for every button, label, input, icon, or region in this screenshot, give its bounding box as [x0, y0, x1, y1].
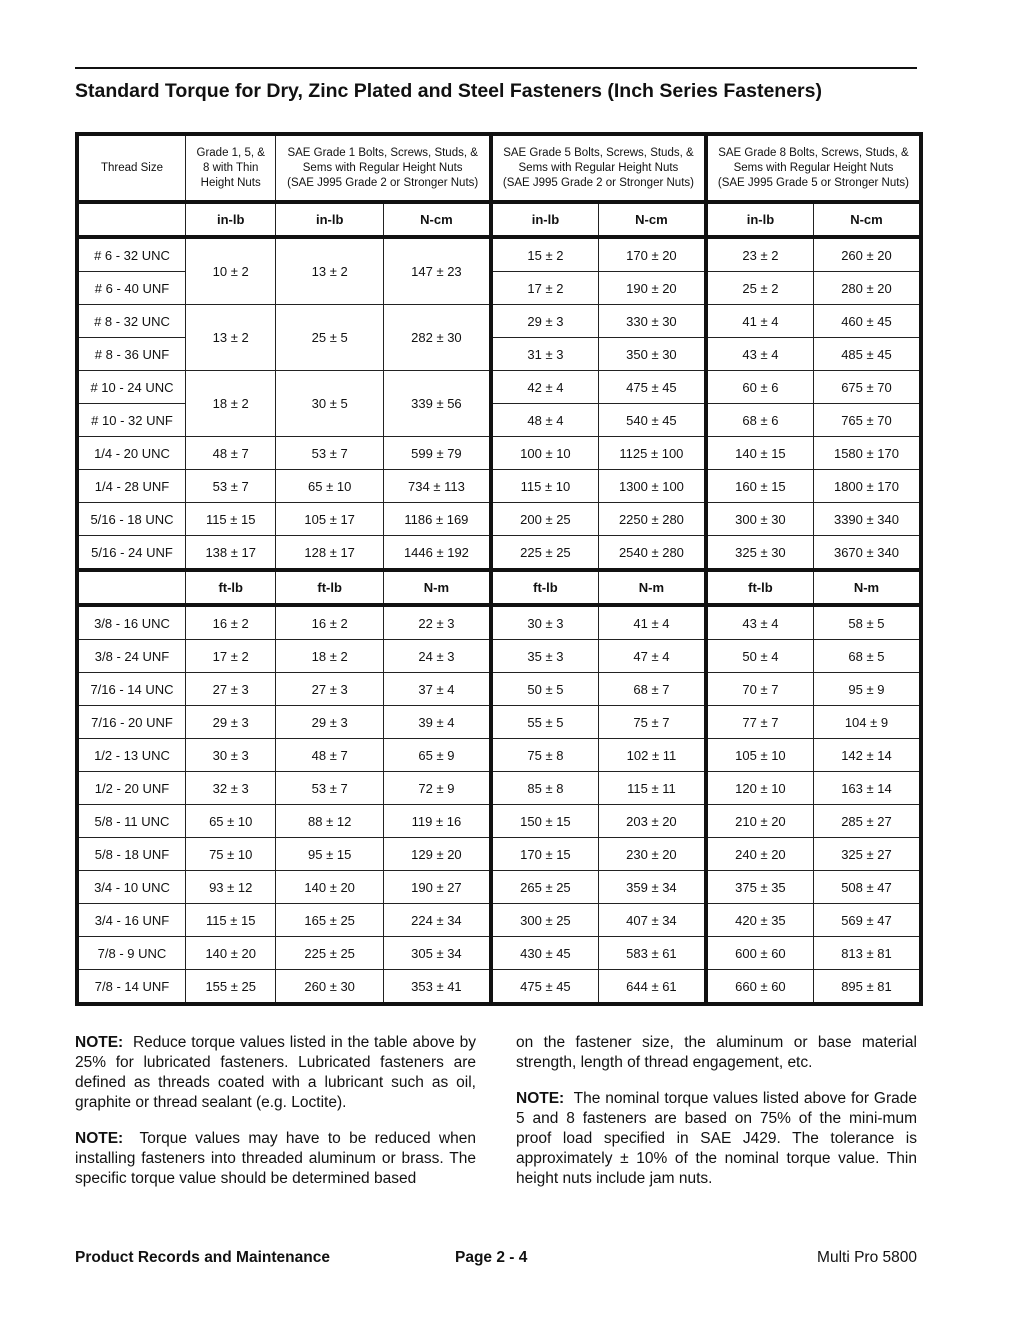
- thread-size-cell: 1/2 - 20 UNF: [77, 772, 186, 805]
- grade8-header: SAE Grade 8 Bolts, Screws, Studs, & Sems with Regular Height Nuts (SAE J995 Grade 5 or Stronger Nuts): [706, 134, 921, 202]
- torque-table: [75, 132, 923, 1006]
- unit-label: ft-lb: [491, 570, 599, 605]
- torque-cell: 115 ± 10: [491, 470, 599, 503]
- torque-cell: 224 ± 34: [383, 904, 491, 937]
- torque-cell: 18 ± 2: [186, 371, 276, 437]
- thread-size-cell: 7/8 - 9 UNC: [77, 937, 186, 970]
- torque-cell: 115 ± 15: [186, 904, 276, 937]
- unit-label: in-lb: [276, 202, 384, 237]
- torque-cell: 29 ± 3: [276, 706, 384, 739]
- torque-cell: 895 ± 81: [813, 970, 921, 1005]
- thread-size-cell: 3/8 - 16 UNC: [77, 605, 186, 640]
- torque-cell: 1580 ± 170: [813, 437, 921, 470]
- unit-label: N-m: [598, 570, 706, 605]
- torque-cell: 190 ± 27: [383, 871, 491, 904]
- torque-cell: 300 ± 25: [491, 904, 599, 937]
- torque-cell: 30 ± 3: [491, 605, 599, 640]
- torque-cell: 16 ± 2: [276, 605, 384, 640]
- torque-cell: 190 ± 20: [598, 272, 706, 305]
- units-row: [77, 570, 921, 605]
- notes-left-column: [75, 1033, 476, 1205]
- torque-cell: 72 ± 9: [383, 772, 491, 805]
- torque-cell: 225 ± 25: [276, 937, 384, 970]
- torque-cell: 37 ± 4: [383, 673, 491, 706]
- torque-cell: 138 ± 17: [186, 536, 276, 571]
- torque-cell: 583 ± 61: [598, 937, 706, 970]
- torque-cell: 88 ± 12: [276, 805, 384, 838]
- torque-cell: 353 ± 41: [383, 970, 491, 1005]
- torque-cell: 765 ± 70: [813, 404, 921, 437]
- torque-cell: 325 ± 27: [813, 838, 921, 871]
- torque-cell: 58 ± 5: [813, 605, 921, 640]
- torque-cell: 50 ± 5: [491, 673, 599, 706]
- thread-size-cell: 1/2 - 13 UNC: [77, 739, 186, 772]
- torque-cell: 41 ± 4: [598, 605, 706, 640]
- torque-cell: 170 ± 20: [598, 237, 706, 272]
- thread-size-cell: 3/4 - 16 UNF: [77, 904, 186, 937]
- torque-cell: 27 ± 3: [276, 673, 384, 706]
- torque-cell: 1800 ± 170: [813, 470, 921, 503]
- torque-cell: 2540 ± 280: [598, 536, 706, 571]
- torque-cell: 24 ± 3: [383, 640, 491, 673]
- units-blank-cell: [77, 570, 186, 605]
- torque-cell: 85 ± 8: [491, 772, 599, 805]
- torque-cell: 3390 ± 340: [813, 503, 921, 536]
- torque-cell: 599 ± 79: [383, 437, 491, 470]
- torque-cell: 3670 ± 340: [813, 536, 921, 571]
- torque-cell: 140 ± 20: [276, 871, 384, 904]
- table-row: [77, 640, 921, 673]
- torque-cell: 265 ± 25: [491, 871, 599, 904]
- torque-cell: 230 ± 20: [598, 838, 706, 871]
- torque-cell: 359 ± 34: [598, 871, 706, 904]
- torque-cell: 100 ± 10: [491, 437, 599, 470]
- footer-manual-title: Product Records and Maintenance: [75, 1249, 330, 1266]
- torque-cell: 65 ± 9: [383, 739, 491, 772]
- torque-cell: 65 ± 10: [276, 470, 384, 503]
- torque-cell: 53 ± 7: [276, 437, 384, 470]
- torque-cell: 734 ± 113: [383, 470, 491, 503]
- table-row: [77, 805, 921, 838]
- torque-cell: 2250 ± 280: [598, 503, 706, 536]
- unit-label: ft-lb: [276, 570, 384, 605]
- torque-cell: 10 ± 2: [186, 237, 276, 305]
- torque-cell: 225 ± 25: [491, 536, 599, 571]
- thread-size-cell: 1/4 - 28 UNF: [77, 470, 186, 503]
- torque-cell: 1446 ± 192: [383, 536, 491, 571]
- torque-cell: 1125 ± 100: [598, 437, 706, 470]
- thread-size-cell: 1/4 - 20 UNC: [77, 437, 186, 470]
- torque-cell: 1300 ± 100: [598, 470, 706, 503]
- torque-cell: 29 ± 3: [491, 305, 599, 338]
- torque-cell: 15 ± 2: [491, 237, 599, 272]
- torque-cell: 305 ± 34: [383, 937, 491, 970]
- torque-cell: 813 ± 81: [813, 937, 921, 970]
- thread-size-cell: # 6 - 32 UNC: [77, 237, 186, 272]
- table-row: [77, 437, 921, 470]
- torque-cell: 350 ± 30: [598, 338, 706, 371]
- page-title: Standard Torque for Dry, Zinc Plated and Steel Fasteners (Inch Series Fasteners): [75, 80, 822, 102]
- thread-size-cell: # 8 - 32 UNC: [77, 305, 186, 338]
- torque-cell: 420 ± 35: [706, 904, 814, 937]
- torque-cell: 68 ± 5: [813, 640, 921, 673]
- torque-cell: 55 ± 5: [491, 706, 599, 739]
- torque-cell: 325 ± 30: [706, 536, 814, 571]
- units-blank-cell: [77, 202, 186, 237]
- table-row: [77, 937, 921, 970]
- torque-cell: 540 ± 45: [598, 404, 706, 437]
- torque-cell: 25 ± 2: [706, 272, 814, 305]
- torque-cell: 17 ± 2: [186, 640, 276, 673]
- torque-cell: 644 ± 61: [598, 970, 706, 1005]
- torque-cell: 375 ± 35: [706, 871, 814, 904]
- torque-cell: 115 ± 11: [598, 772, 706, 805]
- table-row: [77, 503, 921, 536]
- torque-cell: 105 ± 10: [706, 739, 814, 772]
- torque-cell: 508 ± 47: [813, 871, 921, 904]
- torque-cell: 600 ± 60: [706, 937, 814, 970]
- note-aluminum-continued: on the fastener size, the aluminum or base material strength, length of thread engagement, etc.: [516, 1034, 917, 1071]
- torque-cell: 29 ± 3: [186, 706, 276, 739]
- torque-cell: 155 ± 25: [186, 970, 276, 1005]
- torque-cell: 75 ± 8: [491, 739, 599, 772]
- thread-size-cell: 3/4 - 10 UNC: [77, 871, 186, 904]
- torque-cell: 1186 ± 169: [383, 503, 491, 536]
- torque-cell: 42 ± 4: [491, 371, 599, 404]
- table-row: [77, 536, 921, 571]
- torque-cell: 660 ± 60: [706, 970, 814, 1005]
- torque-cell: 142 ± 14: [813, 739, 921, 772]
- top-rule: [75, 67, 917, 69]
- thread-size-cell: 7/16 - 14 UNC: [77, 673, 186, 706]
- torque-cell: 105 ± 17: [276, 503, 384, 536]
- torque-cell: 68 ± 6: [706, 404, 814, 437]
- torque-cell: 160 ± 15: [706, 470, 814, 503]
- torque-cell: 95 ± 9: [813, 673, 921, 706]
- unit-label: in-lb: [491, 202, 599, 237]
- unit-label: N-cm: [383, 202, 491, 237]
- header-row: [77, 134, 921, 202]
- torque-cell: 75 ± 10: [186, 838, 276, 871]
- torque-cell: 32 ± 3: [186, 772, 276, 805]
- torque-cell: 23 ± 2: [706, 237, 814, 272]
- torque-cell: 280 ± 20: [813, 272, 921, 305]
- thread-size-cell: 5/8 - 11 UNC: [77, 805, 186, 838]
- torque-cell: 475 ± 45: [491, 970, 599, 1005]
- torque-cell: 300 ± 30: [706, 503, 814, 536]
- torque-cell: 47 ± 4: [598, 640, 706, 673]
- torque-cell: 13 ± 2: [186, 305, 276, 371]
- thread-size-cell: # 10 - 24 UNC: [77, 371, 186, 404]
- torque-cell: 31 ± 3: [491, 338, 599, 371]
- torque-cell: 475 ± 45: [598, 371, 706, 404]
- note-aluminum: NOTE: Torque values may have to be reduced when installing fasteners into threaded aluminum or brass. The specific torque value should be determined based: [75, 1130, 476, 1187]
- torque-cell: 95 ± 15: [276, 838, 384, 871]
- torque-cell: 18 ± 2: [276, 640, 384, 673]
- torque-cell: 163 ± 14: [813, 772, 921, 805]
- torque-cell: 339 ± 56: [383, 371, 491, 437]
- table-row: [77, 470, 921, 503]
- unit-label: N-cm: [813, 202, 921, 237]
- unit-label: N-m: [813, 570, 921, 605]
- torque-cell: 41 ± 4: [706, 305, 814, 338]
- torque-cell: 30 ± 3: [186, 739, 276, 772]
- torque-cell: 22 ± 3: [383, 605, 491, 640]
- torque-cell: 285 ± 27: [813, 805, 921, 838]
- thread-size-cell: 7/16 - 20 UNF: [77, 706, 186, 739]
- torque-cell: 240 ± 20: [706, 838, 814, 871]
- torque-cell: 129 ± 20: [383, 838, 491, 871]
- torque-cell: 282 ± 30: [383, 305, 491, 371]
- footer-page-number: Page 2 - 4: [455, 1249, 528, 1266]
- torque-cell: 569 ± 47: [813, 904, 921, 937]
- unit-label: ft-lb: [186, 570, 276, 605]
- unit-label: N-cm: [598, 202, 706, 237]
- torque-cell: 27 ± 3: [186, 673, 276, 706]
- torque-cell: 25 ± 5: [276, 305, 384, 371]
- torque-cell: 43 ± 4: [706, 605, 814, 640]
- torque-cell: 120 ± 10: [706, 772, 814, 805]
- grade5-header: SAE Grade 5 Bolts, Screws, Studs, & Sems with Regular Height Nuts (SAE J995 Grade 2 or Stronger Nuts): [491, 134, 706, 202]
- table-row: [77, 371, 921, 404]
- table-row: [77, 904, 921, 937]
- table-row: [77, 838, 921, 871]
- torque-cell: 50 ± 4: [706, 640, 814, 673]
- torque-cell: 203 ± 20: [598, 805, 706, 838]
- footer-product-name: Multi Pro 5800: [817, 1249, 917, 1266]
- table-row: [77, 772, 921, 805]
- table-row: [77, 871, 921, 904]
- torque-cell: 53 ± 7: [186, 470, 276, 503]
- thread-size-cell: 5/16 - 24 UNF: [77, 536, 186, 571]
- torque-cell: 17 ± 2: [491, 272, 599, 305]
- note-nominal: NOTE: The nominal torque values listed above for Grade 5 and 8 fasteners are based on 75% of the mini-mum proof load specified in SAE J429. The tolerance is approximately ± 10% of the nominal torque value. Thin height nuts include jam nuts.: [516, 1090, 917, 1187]
- thin-nut-header: Grade 1, 5, & 8 with Thin Height Nuts: [186, 134, 276, 202]
- torque-cell: 485 ± 45: [813, 338, 921, 371]
- thread-size-cell: 5/16 - 18 UNC: [77, 503, 186, 536]
- table-row: [77, 739, 921, 772]
- torque-cell: 16 ± 2: [186, 605, 276, 640]
- torque-cell: 43 ± 4: [706, 338, 814, 371]
- table-row: [77, 237, 921, 272]
- thread-size-cell: 3/8 - 24 UNF: [77, 640, 186, 673]
- torque-cell: 260 ± 20: [813, 237, 921, 272]
- torque-cell: 104 ± 9: [813, 706, 921, 739]
- torque-cell: 140 ± 15: [706, 437, 814, 470]
- torque-cell: 68 ± 7: [598, 673, 706, 706]
- units-row: [77, 202, 921, 237]
- torque-cell: 35 ± 3: [491, 640, 599, 673]
- torque-cell: 75 ± 7: [598, 706, 706, 739]
- table-row: [77, 305, 921, 338]
- torque-cell: 65 ± 10: [186, 805, 276, 838]
- torque-cell: 200 ± 25: [491, 503, 599, 536]
- thread-size-cell: 7/8 - 14 UNF: [77, 970, 186, 1005]
- torque-cell: 48 ± 4: [491, 404, 599, 437]
- torque-cell: 170 ± 15: [491, 838, 599, 871]
- unit-label: in-lb: [186, 202, 276, 237]
- torque-cell: 13 ± 2: [276, 237, 384, 305]
- thread-size-cell: 5/8 - 18 UNF: [77, 838, 186, 871]
- torque-cell: 53 ± 7: [276, 772, 384, 805]
- thread-size-cell: # 10 - 32 UNF: [77, 404, 186, 437]
- torque-cell: 407 ± 34: [598, 904, 706, 937]
- torque-cell: 119 ± 16: [383, 805, 491, 838]
- torque-cell: 39 ± 4: [383, 706, 491, 739]
- torque-cell: 48 ± 7: [276, 739, 384, 772]
- torque-cell: 210 ± 20: [706, 805, 814, 838]
- torque-cell: 115 ± 15: [186, 503, 276, 536]
- torque-cell: 60 ± 6: [706, 371, 814, 404]
- torque-cell: 147 ± 23: [383, 237, 491, 305]
- torque-cell: 70 ± 7: [706, 673, 814, 706]
- torque-cell: 260 ± 30: [276, 970, 384, 1005]
- table-row: [77, 673, 921, 706]
- unit-label: N-m: [383, 570, 491, 605]
- torque-cell: 48 ± 7: [186, 437, 276, 470]
- thread-size-cell: # 6 - 40 UNF: [77, 272, 186, 305]
- note-lubricated: NOTE: Reduce torque values listed in the table above by 25% for lubricated fasteners. Lubricated fasteners are defined as threads coated with a lubricant such as oil, graphite or thread sealant (e.g. Loctite).: [75, 1034, 476, 1111]
- table-row: [77, 605, 921, 640]
- table-row: [77, 706, 921, 739]
- table-row: [77, 970, 921, 1005]
- thread-size-cell: # 8 - 36 UNF: [77, 338, 186, 371]
- torque-cell: 140 ± 20: [186, 937, 276, 970]
- torque-cell: 128 ± 17: [276, 536, 384, 571]
- torque-cell: 460 ± 45: [813, 305, 921, 338]
- grade1-header: SAE Grade 1 Bolts, Screws, Studs, & Sems with Regular Height Nuts (SAE J995 Grade 2 or Stronger Nuts): [276, 134, 491, 202]
- torque-cell: 430 ± 45: [491, 937, 599, 970]
- torque-cell: 675 ± 70: [813, 371, 921, 404]
- torque-cell: 93 ± 12: [186, 871, 276, 904]
- torque-cell: 102 ± 11: [598, 739, 706, 772]
- torque-cell: 330 ± 30: [598, 305, 706, 338]
- torque-cell: 77 ± 7: [706, 706, 814, 739]
- torque-cell: 150 ± 15: [491, 805, 599, 838]
- thread-size-header: Thread Size: [77, 134, 186, 202]
- torque-cell: 30 ± 5: [276, 371, 384, 437]
- unit-label: in-lb: [706, 202, 814, 237]
- unit-label: ft-lb: [706, 570, 814, 605]
- torque-cell: 165 ± 25: [276, 904, 384, 937]
- notes-right-column: [516, 1033, 917, 1205]
